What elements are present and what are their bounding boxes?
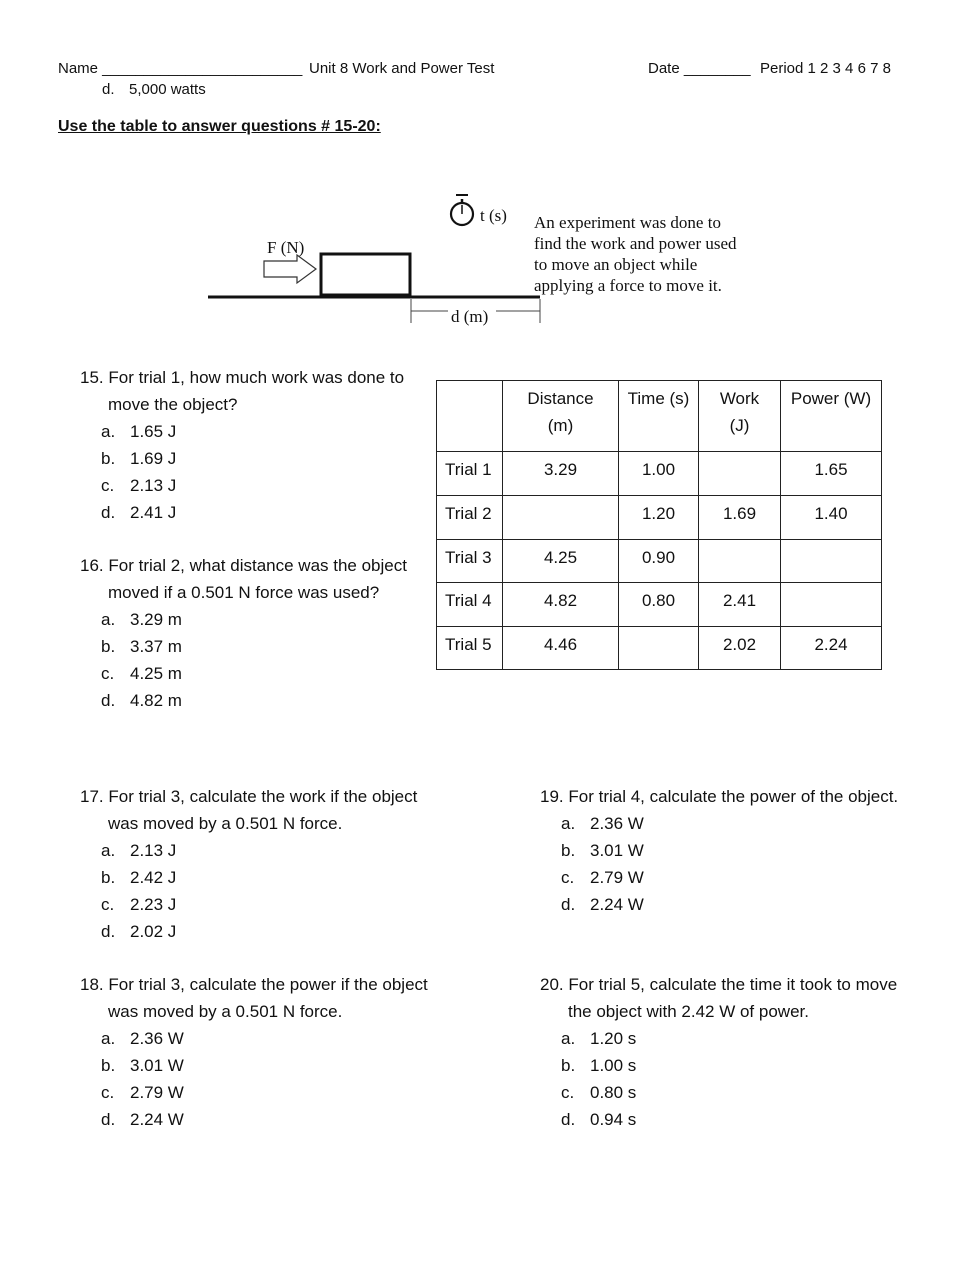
answer-option[interactable]: b. 3.37 m	[101, 637, 182, 656]
header-cell-distance: Distance (m)	[503, 381, 619, 452]
description-line: An experiment was done to	[534, 213, 721, 232]
question-18	[80, 971, 428, 1133]
table-cell	[781, 583, 882, 627]
table-cell: 1.40	[781, 496, 882, 540]
table-instruction: Use the table to answer questions # 15-20:	[58, 118, 381, 135]
question-number: 17.	[80, 787, 104, 806]
question-text: For trial 3, calculate the work if the object	[108, 787, 418, 806]
table-cell: 1.69	[699, 496, 781, 540]
answer-option[interactable]: b. 1.69 J	[101, 449, 177, 468]
question-20	[540, 971, 897, 1133]
period-label: Period 1 2 3 4 6 7 8	[760, 60, 891, 77]
table-row	[437, 627, 882, 670]
answer-option[interactable]: d. 2.24 W	[561, 895, 644, 914]
table-cell: 4.25	[503, 540, 619, 583]
table-cell: 1.65	[781, 452, 882, 496]
question-text: For trial 4, calculate the power of the object.	[568, 787, 899, 806]
option-text: 5,000 watts	[129, 81, 206, 98]
table-row	[437, 583, 882, 627]
table-cell: 1.00	[619, 452, 699, 496]
name-field-label: Name ________________________	[58, 60, 303, 77]
question-number: 16.	[80, 556, 104, 575]
question-text: moved if a 0.501 N force was used?	[108, 583, 380, 602]
force-arrow-icon	[264, 255, 316, 283]
description-line: to move an object while	[534, 255, 698, 274]
answer-option[interactable]: c. 0.80 s	[561, 1083, 637, 1102]
answer-option[interactable]: b. 1.00 s	[561, 1056, 637, 1075]
question-number: 18.	[80, 975, 104, 994]
experiment-description	[534, 212, 737, 296]
force-label: F (N)	[267, 238, 305, 257]
answer-option[interactable]: a. 1.20 s	[561, 1029, 637, 1048]
answer-option[interactable]: d. 2.24 W	[101, 1110, 184, 1129]
answer-option[interactable]: c. 2.79 W	[561, 868, 644, 887]
table-cell	[503, 496, 619, 540]
row-label: Trial 3	[437, 540, 503, 583]
table-row	[437, 540, 882, 583]
header-cell-trial	[437, 381, 503, 452]
time-label: t (s)	[480, 206, 507, 225]
header-cell-power: Power (W)	[781, 381, 882, 452]
header-cell-work: Work (J)	[699, 381, 781, 452]
question-text: For trial 2, what distance was the object	[108, 556, 407, 575]
answer-option[interactable]: c. 4.25 m	[101, 664, 182, 683]
row-label: Trial 4	[437, 583, 503, 627]
answer-option[interactable]: a. 3.29 m	[101, 610, 182, 629]
question-text: For trial 3, calculate the power if the object	[108, 975, 428, 994]
answer-option[interactable]: d. 2.41 J	[101, 503, 177, 522]
test-title: Unit 8 Work and Power Test	[309, 60, 495, 77]
question-text: For trial 1, how much work was done to	[108, 368, 405, 387]
answer-option[interactable]: b. 2.42 J	[101, 868, 177, 887]
answer-option[interactable]: a. 1.65 J	[101, 422, 177, 441]
table-cell: 1.20	[619, 496, 699, 540]
table-cell: 4.46	[503, 627, 619, 670]
question-text: was moved by a 0.501 N force.	[108, 814, 343, 833]
row-label: Trial 2	[437, 496, 503, 540]
question-number: 20.	[540, 975, 564, 994]
question-16	[80, 552, 407, 714]
option-letter: d.	[102, 81, 115, 98]
object-box	[321, 254, 410, 295]
answer-option[interactable]: a. 2.36 W	[561, 814, 644, 833]
trial-data-table	[436, 380, 882, 670]
table-cell: 2.24	[781, 627, 882, 670]
description-line: find the work and power used	[534, 234, 737, 253]
question-number: 15.	[80, 368, 104, 387]
answer-option[interactable]: b. 3.01 W	[561, 841, 644, 860]
table-cell: 3.29	[503, 452, 619, 496]
carryover-option	[102, 81, 206, 98]
distance-label: d (m)	[451, 307, 489, 326]
answer-option[interactable]: c. 2.79 W	[101, 1083, 184, 1102]
answer-option[interactable]: d. 4.82 m	[101, 691, 182, 710]
row-label: Trial 5	[437, 627, 503, 670]
question-text: was moved by a 0.501 N force.	[108, 1002, 343, 1021]
question-17	[80, 783, 417, 945]
table-cell	[699, 540, 781, 583]
table-cell: 0.80	[619, 583, 699, 627]
row-label: Trial 1	[437, 452, 503, 496]
answer-option[interactable]: b. 3.01 W	[101, 1056, 184, 1075]
table-row	[437, 452, 882, 496]
description-line: applying a force to move it.	[534, 276, 722, 295]
question-text: the object with 2.42 W of power.	[568, 1002, 809, 1021]
stopwatch-icon	[451, 195, 473, 225]
question-15	[80, 364, 404, 526]
question-text: move the object?	[108, 395, 238, 414]
table-cell: 2.41	[699, 583, 781, 627]
answer-option[interactable]: d. 2.02 J	[101, 922, 177, 941]
answer-option[interactable]: c. 2.13 J	[101, 476, 177, 495]
table-cell: 4.82	[503, 583, 619, 627]
question-text: For trial 5, calculate the time it took to move	[568, 975, 898, 994]
answer-option[interactable]: a. 2.13 J	[101, 841, 177, 860]
answer-option[interactable]: a. 2.36 W	[101, 1029, 184, 1048]
table-cell: 2.02	[699, 627, 781, 670]
question-19	[540, 783, 898, 918]
table-cell	[699, 452, 781, 496]
answer-option[interactable]: d. 0.94 s	[561, 1110, 637, 1129]
date-field-label: Date ________	[648, 60, 751, 77]
question-number: 19.	[540, 787, 564, 806]
table-cell: 0.90	[619, 540, 699, 583]
answer-option[interactable]: c. 2.23 J	[101, 895, 177, 914]
table-cell	[781, 540, 882, 583]
table-header-row	[437, 381, 882, 452]
table-row	[437, 496, 882, 540]
header-cell-time: Time (s)	[619, 381, 699, 452]
table-cell	[619, 627, 699, 670]
